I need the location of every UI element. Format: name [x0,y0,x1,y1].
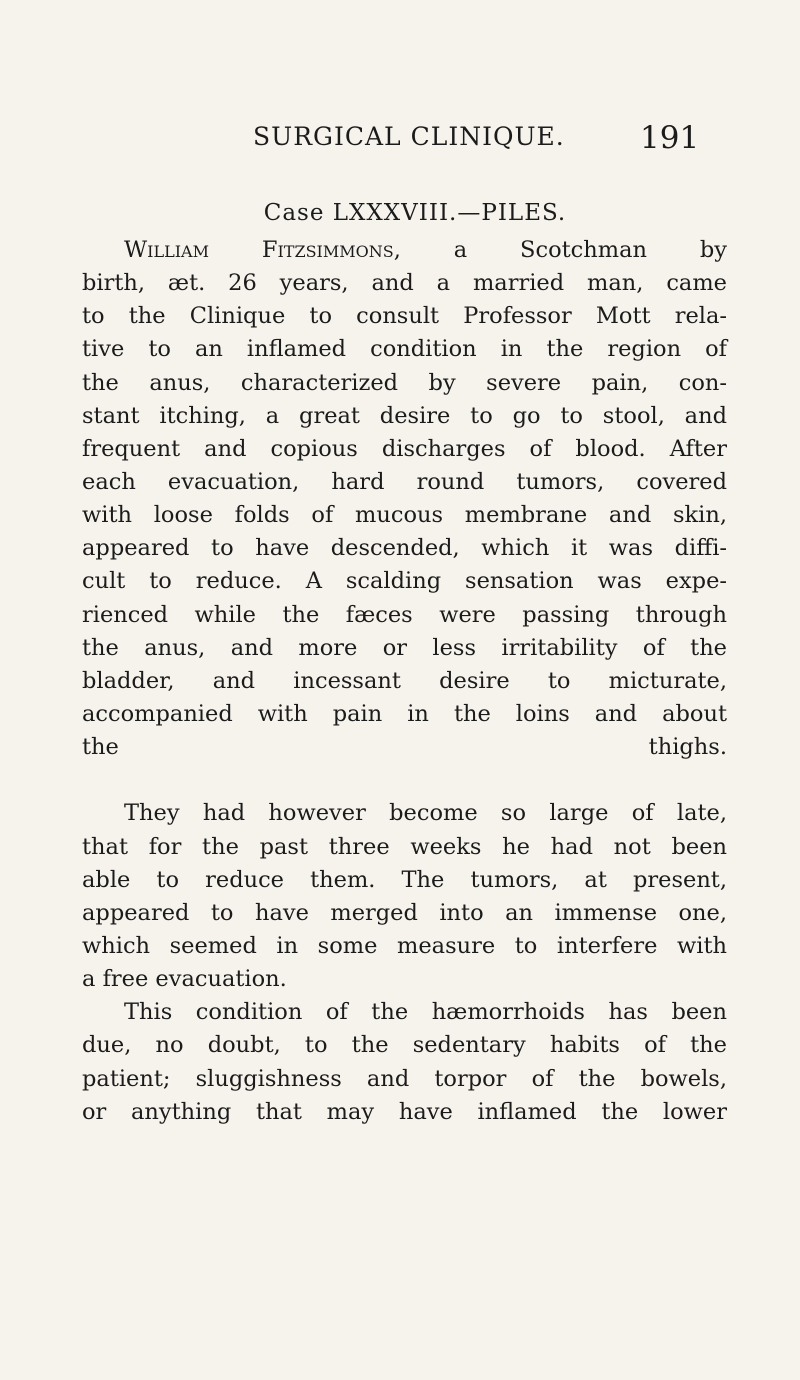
patient-name: William Fitzsimmons [124,237,394,263]
page-number: 191 [640,120,700,156]
text-line: due, no doubt, to the sedentary habits of the [82,1032,727,1059]
text-line: They had however become so large of late, [124,800,727,827]
text-line: appeared to have merged into an immense one, [82,899,727,926]
text-line: able to reduce them. The tumors, at present, [82,866,727,893]
text-line: tive to an inflamed condition in the region of [82,336,727,363]
running-head [0,120,800,164]
text-line: birth, æt. 26 years, and a married man, came [82,270,727,297]
text-line: appeared to have descended, which it was diffi- [82,535,727,562]
text-line: frequent and copious discharges of blood. After [82,435,727,462]
case-title: Case LXXXVIII.—PILES. [263,200,567,226]
text-line: which seemed in some measure to interfere with [82,932,727,959]
text-line: to the Clinique to consult Professor Mott rela- [82,303,727,330]
running-title: SURGICAL CLINIQUE. [253,122,565,151]
body-text [82,234,727,1129]
text-line [82,764,727,797]
text-line: or anything that may have inflamed the lower [82,1098,727,1125]
text-line: patient; sluggishness and torpor of the bowels, [82,1065,727,1092]
text-line: with loose folds of mucous membrane and skin, [82,502,727,529]
text-line: accompanied with pain in the loins and about [82,700,727,727]
text-line: stant itching, a great desire to go to stool, and [82,402,727,429]
text-line: a free evacuation. [82,966,287,993]
text-line: that for the past three weeks he had not been [82,833,727,860]
text-line: This condition of the hæmorrhoids has been [124,999,727,1026]
text-line: bladder, and incessant desire to micturate, [82,667,727,694]
text-line: each evacuation, hard round tumors, covered [82,468,727,495]
text-line: the thighs. [82,734,727,761]
text-line: William Fitzsimmons, a Scotchman by [124,237,728,263]
text-line: rienced while the fæces were passing through [82,601,727,628]
text-line: cult to reduce. A scalding sensation was expe- [82,568,727,595]
text-line: the anus, characterized by severe pain, con- [82,369,727,396]
text-line: the anus, and more or less irritability of the [82,634,727,661]
